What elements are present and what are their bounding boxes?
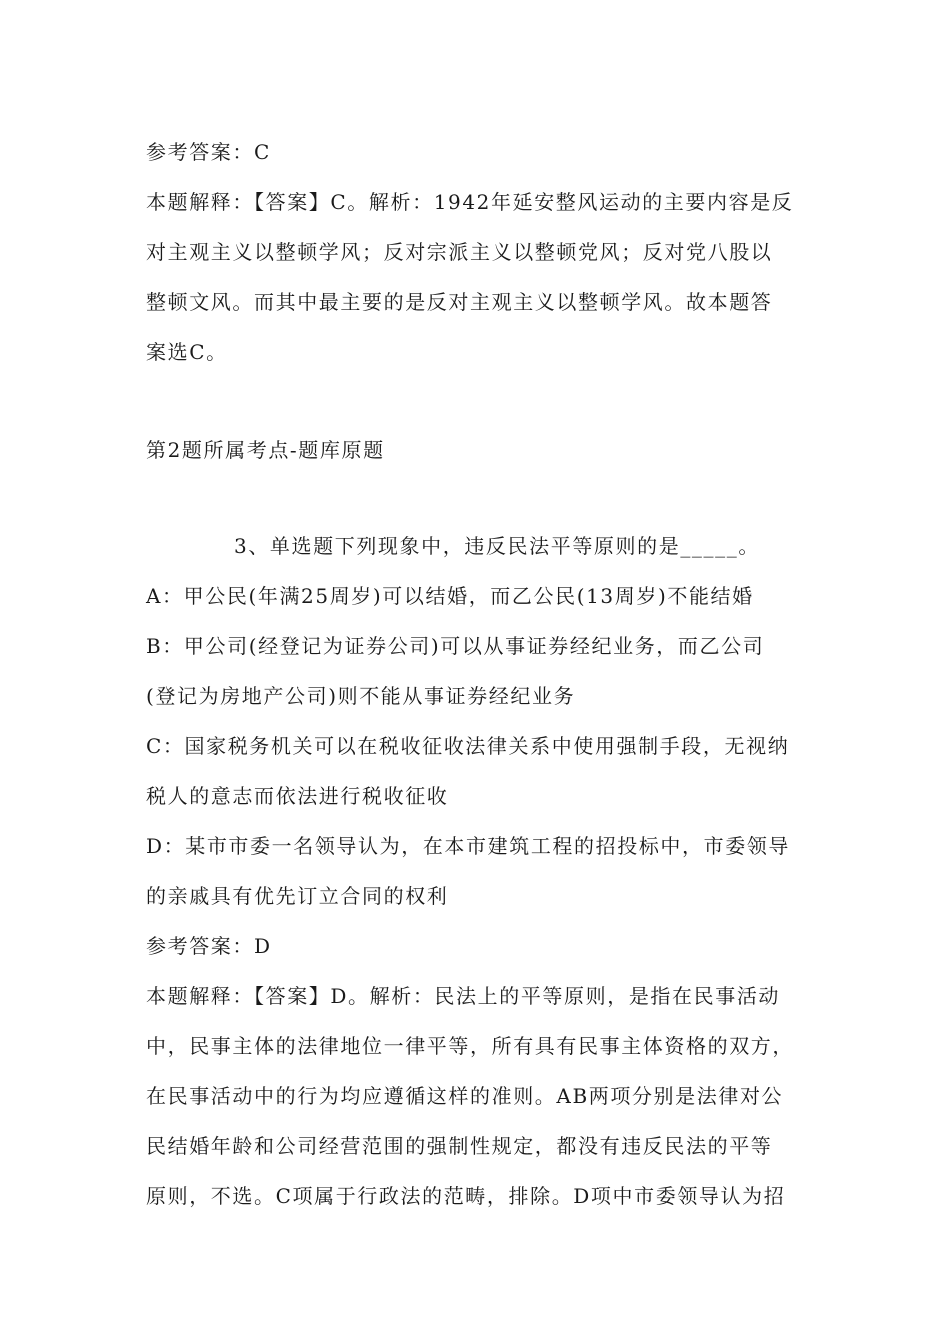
q2-answer: 参考答案：C <box>146 140 271 164</box>
q3-explanation-line: 本题解释：【答案】D。解析：民法上的平等原则，是指在民事活动 <box>146 984 781 1008</box>
q3-option-b-line: (登记为房地产公司)则不能从事证券经纪业务 <box>146 684 576 708</box>
q3-answer: 参考答案：D <box>146 934 272 958</box>
q2-explanation-line: 本题解释：【答案】C。解析：1942年延安整风运动的主要内容是反 <box>146 190 794 214</box>
q3-option-c-line: C：国家税务机关可以在税收征收法律关系中使用强制手段，无视纳 <box>146 734 790 758</box>
q3-explanation-line: 原则，不选。C项属于行政法的范畴，排除。D项中市委领导认为招 <box>146 1184 786 1208</box>
q3-explanation-line: 在民事活动中的行为均应遵循这样的准则。AB两项分别是法律对公 <box>146 1084 784 1108</box>
q3-question: 3、单选题下列现象中，违反民法平等原则的是_____。 <box>234 534 760 558</box>
q3-option-b-line: B：甲公司(经登记为证券公司)可以从事证券经纪业务，而乙公司 <box>146 634 765 658</box>
q3-explanation-line: 中，民事主体的法律地位一律平等，所有具有民事主体资格的双方， <box>146 1034 794 1058</box>
spacer <box>146 377 816 425</box>
spacer <box>146 475 816 521</box>
q3-option-c-line: 税人的意志而依法进行税收征收 <box>146 784 449 808</box>
q2-explanation-line: 整顿文风。而其中最主要的是反对主观主义以整顿学风。故本题答 <box>146 290 773 314</box>
q2-explanation-line: 对主观主义以整顿学风；反对宗派主义以整顿党风；反对党八股以 <box>146 240 773 264</box>
q3-option-a: A：甲公民(年满25周岁)可以结婚，而乙公民(13周岁)不能结婚 <box>146 584 754 608</box>
q2-topic: 第2题所属考点-题库原题 <box>146 438 385 462</box>
q3-option-d-line: D：某市市委一名领导认为，在本市建筑工程的招投标中，市委领导 <box>146 834 791 858</box>
document-body <box>146 127 816 1221</box>
q2-explanation-line: 案选C。 <box>146 340 228 364</box>
q3-option-d-line: 的亲戚具有优先订立合同的权利 <box>146 884 449 908</box>
q3-explanation-line: 民结婚年龄和公司经营范围的强制性规定，都没有违反民法的平等 <box>146 1134 773 1158</box>
